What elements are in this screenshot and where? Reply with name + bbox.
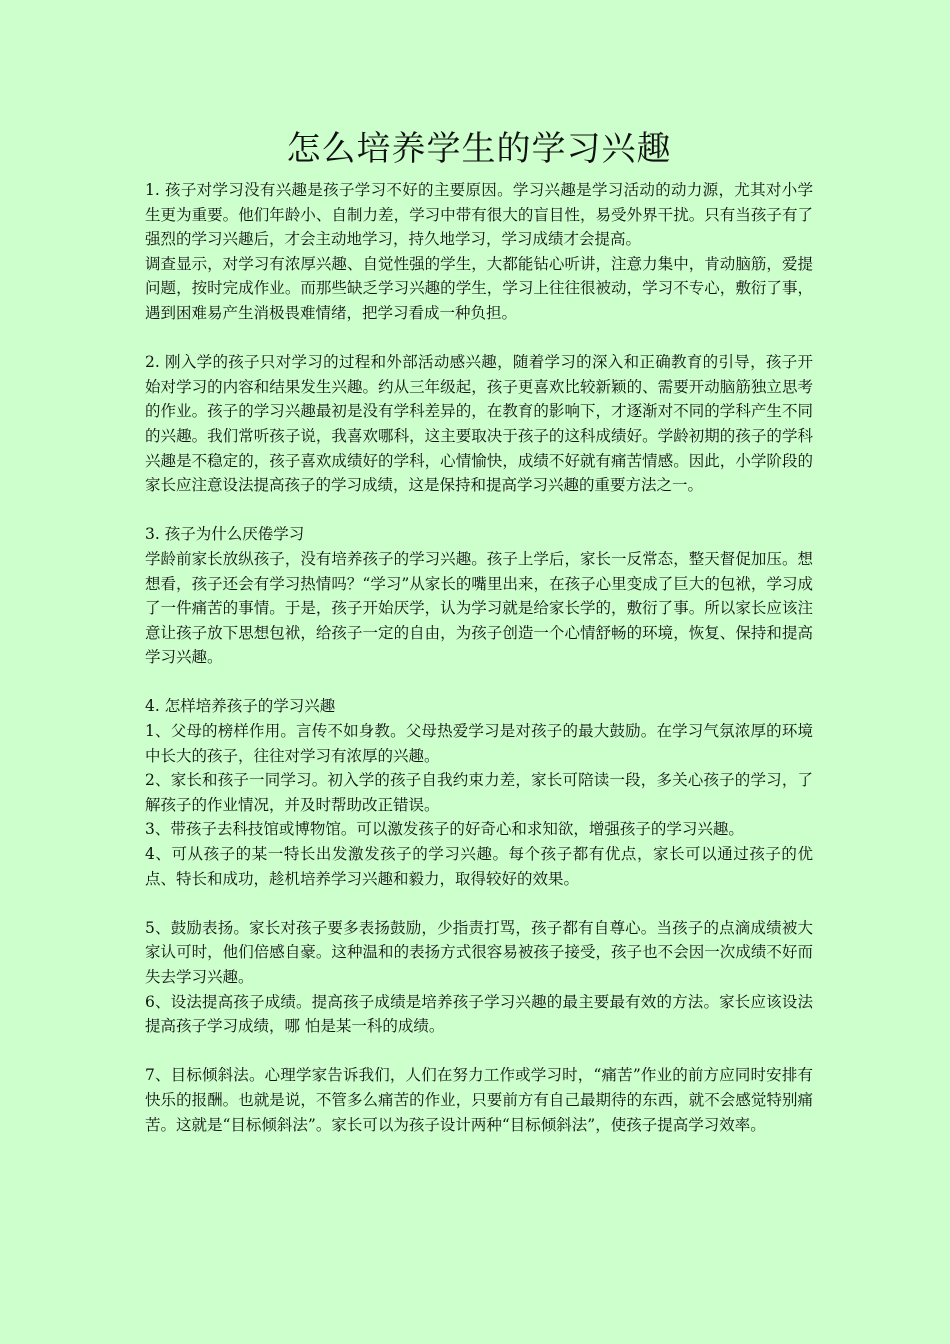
document-page [145,126,813,1137]
list-item-1: 1、父母的榜样作用。言传不如身教。父母热爱学习是对孩子的最大鼓励。在学习气氛浓厚的环境中长大的孩子，往往对学习有浓厚的兴趣。 [145,722,813,765]
list-item-2: 2、家长和孩子一同学习。初入学的孩子自我约束力差，家长可陪读一段，多关心孩子的学习，了解孩子的作业情况，并及时帮助改正错误。 [145,771,813,814]
paragraph-spacer [145,326,813,351]
list-item-3: 3、带孩子去科技馆或博物馆。可以激发孩子的好奇心和求知欲，增强孩子的学习兴趣。 [145,820,744,839]
paragraph-3: 2. 刚入学的孩子只对学习的过程和外部活动感兴趣，随着学习的深入和正确教育的引导，孩子开始对学习的内容和结果发生兴趣。约从三年级起，孩子更喜欢比较新颖的、需要开动脑筋独立思考的作业。孩子的学习兴趣最初是没有学科差异的，在教育的影响下，才逐渐对不同的学科产生不同的兴趣。我们常听孩子说，我喜欢哪科，这主要取决于孩子的这科成绩好。学龄初期的孩子的学科兴趣是不稳定的，孩子喜欢成绩好的学科，心情愉快，成绩不好就有痛苦情感。因此，小学阶段的家长应注意设法提高孩子的学习成绩，这是保持和提高学习兴趣的重要方法之一。 [145,353,813,495]
paragraph-spacer [145,1039,813,1064]
paragraph-4: 学龄前家长放纵孩子，没有培养孩子的学习兴趣。孩子上学后，家长一反常态，整天督促加压。想想看，孩子还会有学习热情吗？“学习”从家长的嘴里出来，在孩子心里变成了巨大的包袱，学习成了一件痛苦的事情。于是，孩子开始厌学，认为学习就是给家长学的，敷衍了事。所以家长应该注意让孩子放下思想包袱，给孩子一定的自由，为孩子创造一个心情舒畅的环境，恢复、保持和提高学习兴趣。 [145,549,813,667]
paragraph-1: 1. 孩子对学习没有兴趣是孩子学习不好的主要原因。学习兴趣是学习活动的动力源，尤其对小学生更为重要。他们年龄小、自制力差，学习中带有很大的盲目性，易受外界干扰。只有当孩子有了强烈的学习兴趣后，才会主动地学习，持久地学习，学习成绩才会提高。 [145,181,813,249]
paragraph-spacer [145,498,813,523]
paragraph-spacer [145,891,813,916]
paragraph-2: 调查显示，对学习有浓厚兴趣、自觉性强的学生，大都能钻心听讲，注意力集中，肯动脑筋，爱提问题，按时完成作业。而那些缺乏学习兴趣的学生，学习上往往很被动，学习不专心，敷衍了事，遇到困难易产生消极畏难情绪，把学习看成一种负担。 [145,254,813,322]
list-item-7: 7、目标倾斜法。心理学家告诉我们，人们在努力工作或学习时，“痛苦”作业的前方应同时安排有快乐的报酬。也就是说，不管多么痛苦的作业，只要前方有自己最期待的东西，就不会感觉特别痛苦。这就是“目标倾斜法”。家长可以为孩子设计两种“目标倾斜法”，使孩子提高学习效率。 [145,1066,813,1134]
list-item-6: 6、设法提高孩子成绩。提高孩子成绩是培养孩子学习兴趣的最主要最有效的方法。家长应该设法提高孩子学习成绩，哪 怕是某一科的成绩。 [145,992,813,1036]
paragraph-spacer [145,670,813,695]
list-item-5: 5、鼓励表扬。家长对孩子要多表扬鼓励，少指责打骂，孩子都有自尊心。当孩子的点滴成绩被大家认可时，他们倍感自豪。这种温和的表扬方式很容易被孩子接受，孩子也不会因一次成绩不好而失去学习兴趣。 [145,918,813,986]
document-title: 怎么培养学生的学习兴趣 [286,129,672,169]
section-heading-3: 3. 孩子为什么厌倦学习 [145,525,305,544]
list-item-4: 4、可从孩子的某一特长出发激发孩子的学习兴趣。每个孩子都有优点，家长可以通过孩子的优点、特长和成功，趁机培养学习兴趣和毅力，取得较好的效果。 [145,845,813,888]
section-heading-4: 4. 怎样培养孩子的学习兴趣 [145,697,336,716]
